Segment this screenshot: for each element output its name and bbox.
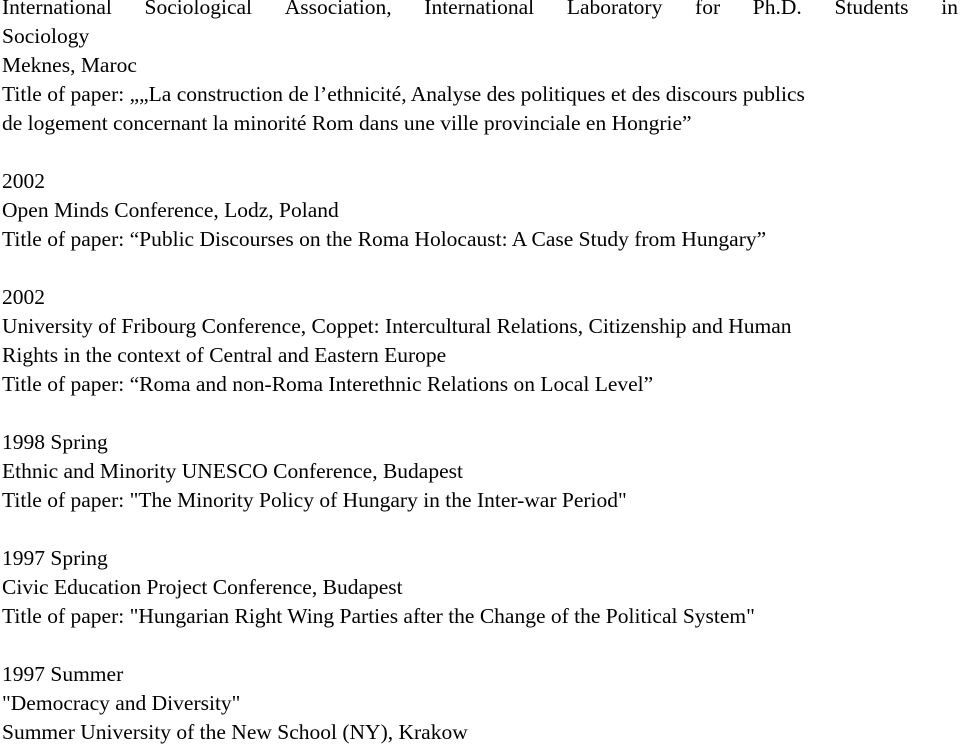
text-word: Association, xyxy=(284,0,392,19)
text-word: Ph.D. xyxy=(752,0,802,19)
text-line: Meknes, Maroc xyxy=(2,53,137,77)
text-word: Students xyxy=(834,0,909,19)
text-word: for xyxy=(695,0,721,19)
text-line: Ethnic and Minority UNESCO Conference, Budapest xyxy=(2,459,463,483)
text-line: 1997 Spring xyxy=(2,546,108,570)
text-line: 2002 xyxy=(2,285,45,309)
text-line: 2002 xyxy=(2,169,45,193)
paragraph-gap xyxy=(2,399,958,428)
text-word: International xyxy=(424,0,535,19)
text-line: Rights in the context of Central and Eastern Europe xyxy=(2,343,447,367)
paragraph-gap xyxy=(2,515,958,544)
text-line: Sociology xyxy=(2,24,90,48)
text-line: Title of paper: „„La construction de l’ethnicité, Analyse des politiques et des discours publics xyxy=(2,82,805,106)
text-line: Open Minds Conference, Lodz, Poland xyxy=(2,198,339,222)
text-line: 1997 Summer xyxy=(2,662,124,686)
text-word: International xyxy=(2,0,112,19)
text-line: Summer University of the New School (NY), Krakow xyxy=(2,720,468,744)
text-line: Title of paper: “Public Discourses on the Roma Holocaust: A Case Study from Hungary” xyxy=(2,227,767,251)
text-line: Civic Education Project Conference, Budapest xyxy=(2,575,403,599)
paragraph-gap xyxy=(2,138,958,167)
text-line: Title of paper: "Hungarian Right Wing Parties after the Change of the Political System" xyxy=(2,604,755,628)
text-word: in xyxy=(941,0,958,19)
text-word: Laboratory xyxy=(566,0,663,19)
text-line: de logement concernant la minorité Rom dans une ville provinciale en Hongrie” xyxy=(2,111,692,135)
paragraph-gap xyxy=(2,631,958,660)
document-page xyxy=(2,0,958,747)
text-line: "Democracy and Diversity" xyxy=(2,691,241,715)
text-line: 1998 Spring xyxy=(2,430,108,454)
paragraph-gap xyxy=(2,254,958,283)
text-line: Title of paper: "The Minority Policy of Hungary in the Inter-war Period" xyxy=(2,488,627,512)
text-line: University of Fribourg Conference, Coppet: Intercultural Relations, Citizenship and Human xyxy=(2,314,792,338)
text-word: Sociological xyxy=(144,0,253,19)
text-line: Title of paper: “Roma and non-Roma Interethnic Relations on Local Level” xyxy=(2,372,654,396)
text-line xyxy=(2,0,958,22)
